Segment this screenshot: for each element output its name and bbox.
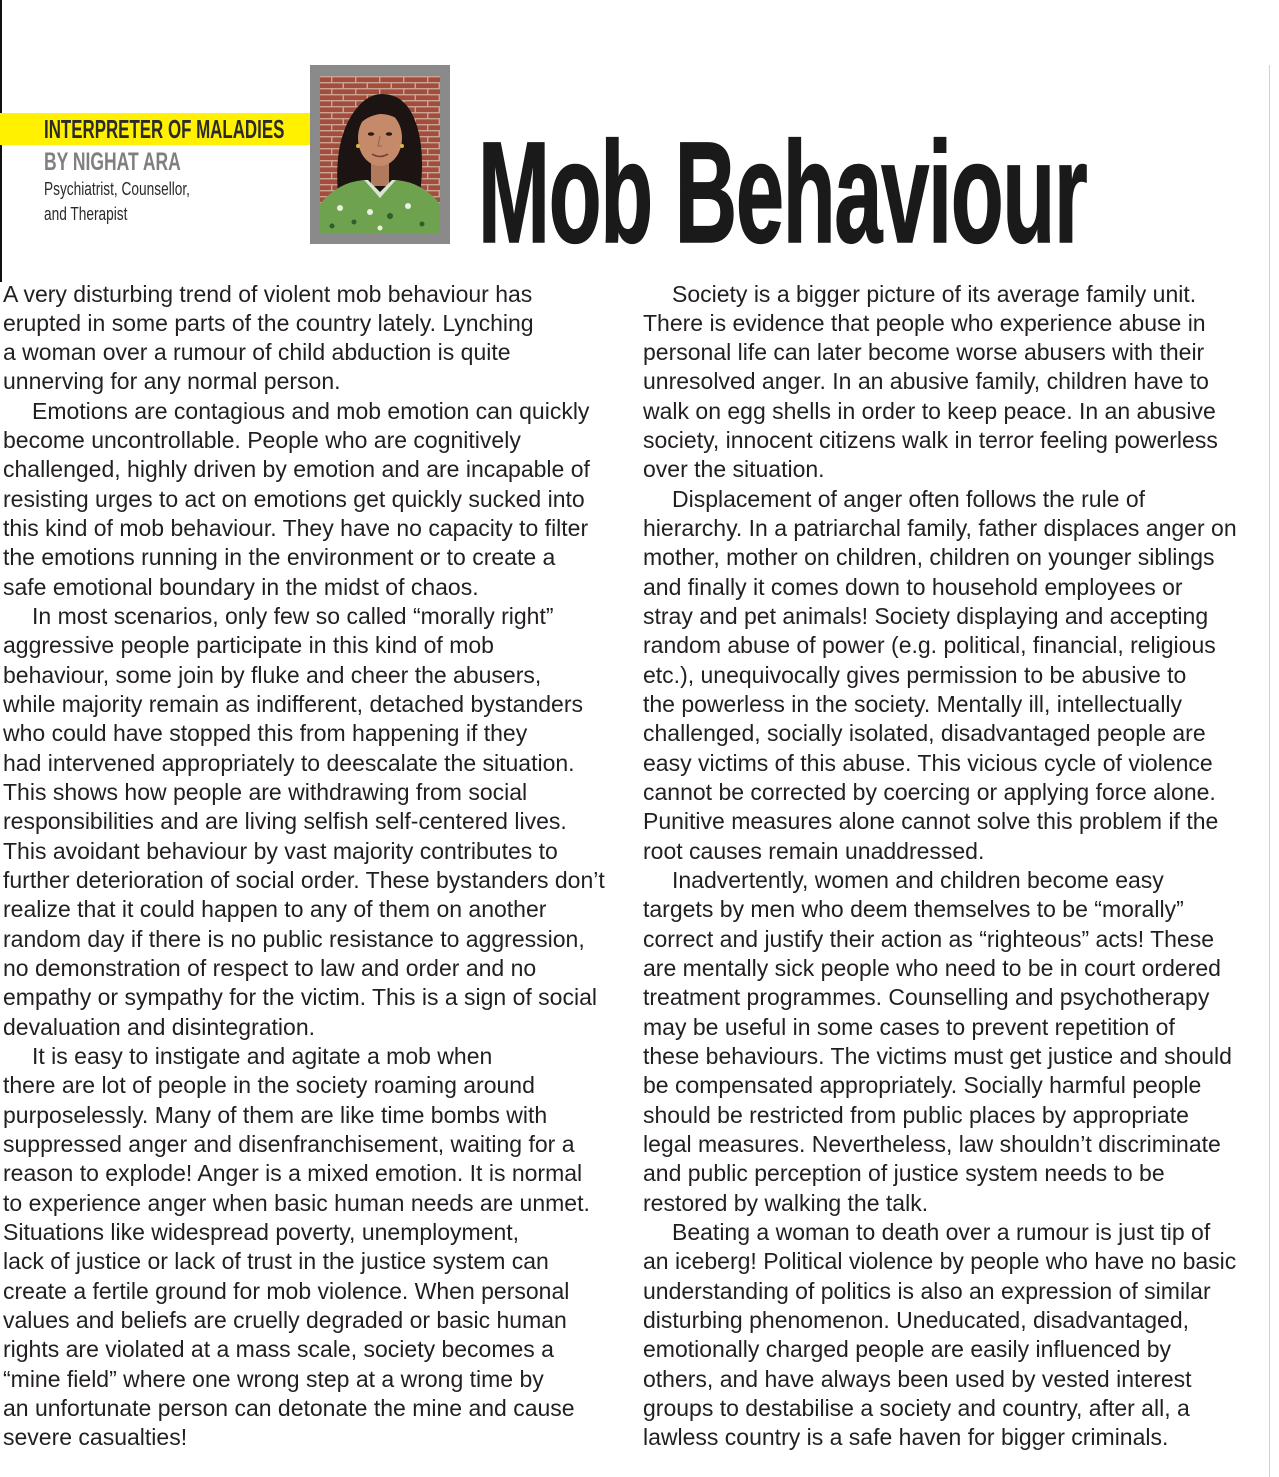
article-line: should be restricted from public places by appropriate — [643, 1101, 1189, 1128]
article-line: no demonstration of respect to law and order and no — [3, 955, 537, 982]
byline: BY NIGHAT ARA — [44, 148, 181, 176]
article-line: stray and pet animals! Society displaying and accepting — [643, 603, 1209, 630]
article-line: and finally it comes down to household employees or — [643, 573, 1183, 600]
article-line: erupted in some parts of the country lately. Lynching — [3, 309, 534, 336]
article-line: disturbing phenomenon. Uneducated, disadvantaged, — [643, 1306, 1190, 1333]
article-line: realize that it could happen to any of them on another — [3, 896, 547, 923]
article-line: to experience anger when basic human needs are unmet. — [3, 1189, 590, 1216]
article-line: “mine field” where one wrong step at a wrong time by — [3, 1365, 544, 1392]
article-paragraph — [3, 397, 629, 602]
author-title-line: and Therapist — [44, 204, 128, 224]
article-line: create a fertile ground for mob violence. When personal — [3, 1277, 570, 1304]
article-line: hierarchy. In a patriarchal family, father displaces anger on — [643, 515, 1237, 542]
article-line: devaluation and disintegration. — [3, 1013, 316, 1040]
article-line: cannot be corrected by coercing or applying force alone. — [643, 779, 1216, 806]
article-line: lack of justice or lack of trust in the justice system can — [3, 1248, 549, 1275]
article-line: treatment programmes. Counselling and psychotherapy — [643, 984, 1210, 1011]
article-paragraph — [643, 280, 1269, 485]
article-line: empathy or sympathy for the victim. This is a sign of social — [3, 984, 597, 1011]
article-line: restored by walking the talk. — [643, 1189, 929, 1216]
article-line: Inadvertently, women and children become easy — [672, 867, 1164, 894]
article-line: the emotions running in the environment or to create a — [3, 544, 556, 571]
article-line: severe casualties! — [3, 1424, 188, 1451]
article-line: Society is a bigger picture of its average family unit. — [672, 280, 1197, 307]
author-title-line: Psychiatrist, Counsellor, — [44, 179, 190, 199]
article-line: correct and justify their action as “righteous” acts! These — [643, 925, 1215, 952]
article-line: There is evidence that people who experience abuse in — [643, 309, 1206, 336]
article-line: had intervened appropriately to deescalate the situation. — [3, 749, 575, 776]
article-line: and public perception of justice system needs to be — [643, 1160, 1165, 1187]
article-paragraph — [3, 280, 629, 397]
article-line: an unfortunate person can detonate the mine and cause — [3, 1394, 575, 1421]
article-line: behaviour, some join by fluke and cheer the abusers, — [3, 661, 542, 688]
article-line: A very disturbing trend of violent mob behaviour has — [3, 280, 533, 307]
article-paragraph — [3, 1042, 629, 1453]
article-line: resisting urges to act on emotions get quickly sucked into — [3, 485, 585, 512]
article-line: Displacement of anger often follows the rule of — [672, 485, 1146, 512]
article-line: rights are violated at a mass scale, society becomes a — [3, 1336, 554, 1363]
article-line: this kind of mob behaviour. They have no capacity to filter — [3, 515, 589, 542]
article-line: others, and have always been used by vested interest — [643, 1365, 1192, 1392]
article-line: Emotions are contagious and mob emotion can quickly — [32, 397, 590, 424]
article-line: values and beliefs are cruelly degraded or basic human — [3, 1306, 567, 1333]
article-paragraph — [643, 1218, 1269, 1453]
article-line: a woman over a rumour of child abduction is quite — [3, 339, 511, 366]
article-line: society, innocent citizens walk in terror feeling powerless — [643, 427, 1218, 454]
article-line: root causes remain unaddressed. — [643, 837, 985, 864]
column-name-band — [0, 113, 310, 145]
article-line: challenged, socially isolated, disadvantaged people are — [643, 720, 1206, 747]
article-line: over the situation. — [643, 456, 825, 483]
article-line: suppressed anger and disenfranchisement, waiting for a — [3, 1131, 575, 1158]
column-name: INTERPRETER OF MALADIES — [44, 114, 285, 144]
article-line: personal life can later become worse abusers with their — [643, 339, 1205, 366]
article-line: further deterioration of social order. These bystanders don’t — [3, 867, 605, 894]
article-line: Beating a woman to death over a rumour is just tip of — [672, 1219, 1211, 1245]
article-line: targets by men who deem themselves to be “morally” — [643, 896, 1184, 923]
article-line: these behaviours. The victims must get justice and should — [643, 1043, 1232, 1070]
article-line: mother, mother on children, children on younger siblings — [643, 544, 1215, 571]
author-portrait-icon — [320, 76, 440, 234]
article-line: reason to explode! Anger is a mixed emotion. It is normal — [3, 1160, 583, 1187]
article-paragraph — [643, 866, 1269, 1218]
article-paragraph — [643, 485, 1269, 866]
article-line: there are lot of people in the society roaming around — [3, 1072, 535, 1099]
article-line: In most scenarios, only few so called “morally right” — [32, 603, 554, 630]
article-line: It is easy to instigate and agitate a mob when — [32, 1043, 493, 1070]
author-photo — [310, 65, 450, 244]
article-line: unnerving for any normal person. — [3, 368, 341, 395]
article-line: understanding of politics is also an expression of similar — [643, 1277, 1211, 1304]
left-column — [3, 280, 629, 1453]
article-line: be compensated appropriately. Socially harmful people — [643, 1072, 1202, 1099]
article-line: may be useful in some cases to prevent repetition of — [643, 1013, 1175, 1040]
right-column — [643, 280, 1269, 1453]
article-line: walk on egg shells in order to keep peace. In an abusive — [643, 397, 1216, 424]
article-line: easy victims of this abuse. This vicious cycle of violence — [643, 749, 1213, 776]
article-line: legal measures. Nevertheless, law shouldn’t discriminate — [643, 1131, 1221, 1158]
article-title: Mob Behaviour — [478, 112, 1087, 273]
article-line: are mentally sick people who need to be in court ordered — [643, 955, 1221, 982]
article-line: Punitive measures alone cannot solve this problem if the — [643, 808, 1219, 835]
article-line: random day if there is no public resistance to aggression, — [3, 925, 585, 952]
article-line: an iceberg! Political violence by people who have no basic — [643, 1248, 1237, 1275]
article-line: who could have stopped this from happening if they — [3, 720, 528, 747]
article-line: unresolved anger. In an abusive family, children have to — [643, 368, 1209, 395]
article-line: become uncontrollable. People who are cognitively — [3, 427, 521, 454]
article-line: responsibilities and are living selfish self-centered lives. — [3, 808, 567, 835]
article-line: lawless country is a safe haven for bigger criminals. — [643, 1424, 1169, 1451]
article-line: random abuse of power (e.g. political, financial, religious — [643, 632, 1216, 659]
article-line: Situations like widespread poverty, unemployment, — [3, 1219, 520, 1245]
page-edge-right — [1269, 65, 1270, 1477]
article-line: while majority remain as indifferent, detached bystanders — [3, 691, 583, 718]
article-line: This avoidant behaviour by vast majority contributes to — [3, 837, 558, 864]
article-line: etc.), unequivocally gives permission to be abusive to — [643, 661, 1187, 688]
article-paragraph — [3, 602, 629, 1042]
article-line: the powerless in the society. Mentally ill, intellectually — [643, 691, 1183, 718]
article-line: safe emotional boundary in the midst of chaos. — [3, 573, 479, 600]
article-line: aggressive people participate in this kind of mob — [3, 632, 494, 659]
article-line: challenged, highly driven by emotion and are incapable of — [3, 456, 590, 483]
article-line: This shows how people are withdrawing from social — [3, 779, 528, 806]
article-line: purposelessly. Many of them are like time bombs with — [3, 1101, 548, 1128]
article-line: groups to destabilise a society and country, after all, a — [643, 1394, 1190, 1421]
article-line: emotionally charged people are easily influenced by — [643, 1336, 1172, 1363]
